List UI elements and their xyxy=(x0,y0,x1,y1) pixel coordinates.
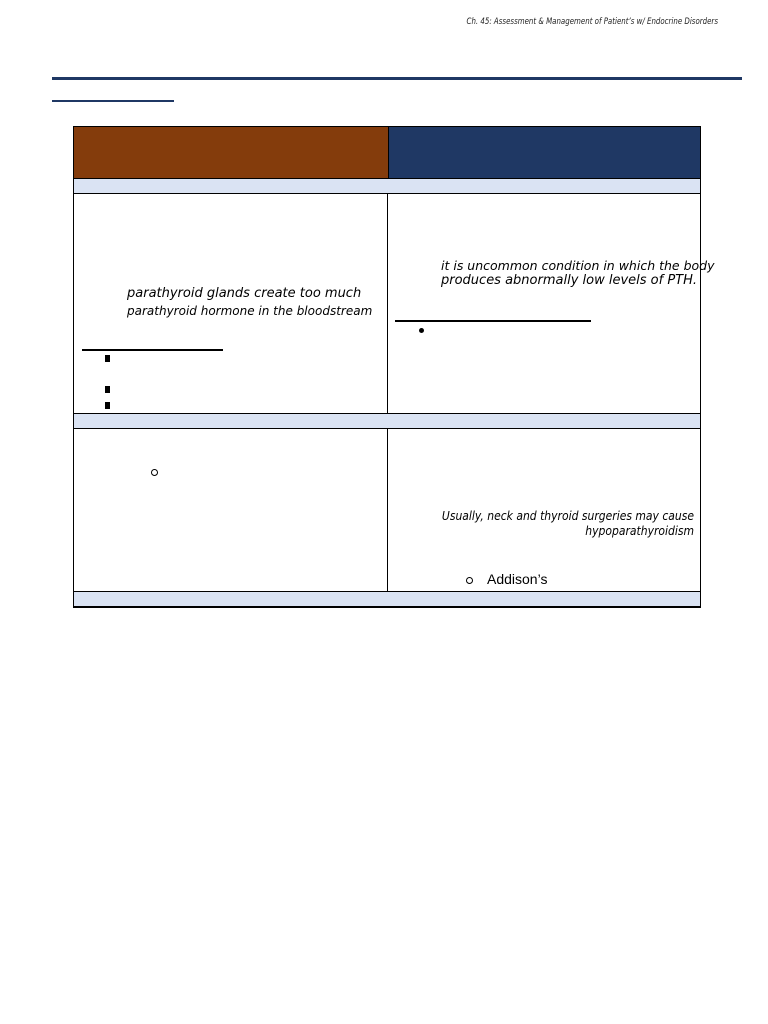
section-band-3 xyxy=(74,591,700,607)
right-definition-line1: it is uncommon condition in which the body xyxy=(441,258,715,273)
running-header: Ch. 45: Assessment & Management of Patient’s w/ Endocrine Disorders xyxy=(466,17,718,27)
left-bullet-1 xyxy=(105,355,110,362)
left-definition-line2: parathyroid hormone in the bloodstream xyxy=(127,304,373,318)
right-sub-bullet xyxy=(466,577,473,584)
comparison-table xyxy=(73,126,715,608)
left-sub-bullet xyxy=(151,469,158,476)
right-cause-line2: hypoparathyroidism xyxy=(585,524,694,538)
left-blank-line xyxy=(82,349,223,351)
left-definition-line1: parathyroid glands create too much xyxy=(127,286,362,301)
right-cause-line1: Usually, neck and thyroid surgeries may cause xyxy=(441,509,694,523)
right-definition-line2: produces abnormally low levels of PTH. xyxy=(441,273,698,288)
section-band-1 xyxy=(74,178,700,194)
section-band-2 xyxy=(74,413,700,429)
left-bullet-3 xyxy=(105,402,110,409)
right-column-header xyxy=(388,127,700,178)
right-blank-line xyxy=(395,320,591,322)
left-bullet-2 xyxy=(105,386,110,393)
header-rule xyxy=(52,77,742,80)
right-list-item: Addison’s xyxy=(487,571,548,587)
left-column-header xyxy=(74,127,388,178)
section-underline xyxy=(52,100,174,102)
column-divider-1 xyxy=(387,194,388,413)
right-bullet-1 xyxy=(419,328,424,333)
column-divider-2 xyxy=(387,429,388,591)
